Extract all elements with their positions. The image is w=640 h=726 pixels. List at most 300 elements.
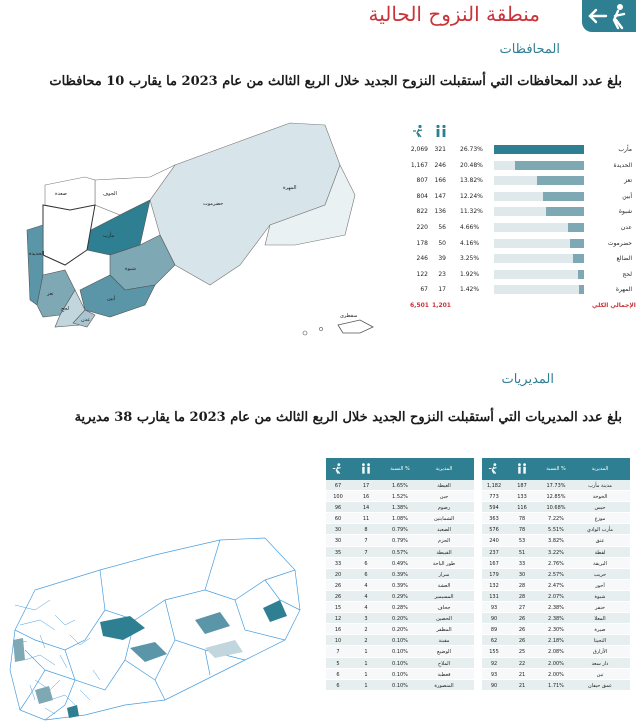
- district-name: المعلا: [594, 616, 606, 623]
- district-row: [326, 547, 474, 558]
- district-pct: 2.38%: [548, 616, 564, 623]
- family-icon: [434, 124, 448, 138]
- district-idps: 131: [489, 593, 499, 600]
- governorate-name: لحج: [622, 270, 632, 278]
- district-name: الحزم: [438, 538, 450, 545]
- district-pct: 1.52%: [392, 494, 408, 501]
- district-households: 6: [364, 560, 368, 567]
- district-pct: 0.10%: [392, 671, 408, 678]
- district-idps: 30: [334, 538, 342, 545]
- district-pct: 10.68%: [546, 505, 566, 512]
- map-district-mahra: [263, 600, 287, 622]
- district-households: 22: [518, 660, 526, 667]
- district-header: المديرية: [435, 466, 453, 472]
- districts-table-left: [482, 458, 630, 691]
- district-name: موزع: [594, 516, 606, 523]
- map-label-mahra: المهرة: [283, 185, 297, 191]
- governorate-idps: 822: [416, 208, 428, 216]
- district-pct: 1.08%: [392, 516, 408, 523]
- governorate-name: مأرب: [618, 146, 632, 153]
- district-name: طور الباحة: [432, 560, 456, 567]
- district-name: الوضيع: [437, 649, 451, 656]
- family-icon: [516, 462, 528, 475]
- district-row: [326, 591, 474, 602]
- governorate-bar: [543, 192, 584, 201]
- district-pct: 0.28%: [392, 605, 408, 612]
- governorate-idps: 67: [420, 286, 428, 294]
- governorate-row: [410, 251, 632, 267]
- governorate-name: المهرة: [615, 286, 632, 294]
- district-pct: 0.39%: [392, 571, 408, 578]
- governorate-households: 147: [434, 192, 446, 200]
- district-name: الخوخة: [592, 494, 608, 501]
- district-row: [326, 658, 474, 669]
- governorate-pct: 13.82%: [460, 177, 483, 185]
- district-row: [326, 558, 474, 569]
- map-district-hodeidah: [13, 638, 25, 662]
- district-name: أحور: [595, 582, 605, 589]
- map-label-hodeidah: الحديدة: [29, 251, 45, 257]
- map-label-socotra: سقطرى: [340, 313, 358, 319]
- district-pct: 2.00%: [548, 671, 564, 678]
- district-idps: 363: [489, 516, 499, 523]
- district-idps: 155: [489, 649, 499, 656]
- district-name: الملاح: [437, 660, 450, 667]
- districts-summary: بلغ عدد المديريات التي أستقبلت النزوح الجديد خلال الربع الثالث من عام 2023 ما يقارب 38 مديرية: [74, 410, 622, 425]
- district-idps: 1,182: [486, 483, 502, 489]
- district-idps: 6: [336, 682, 340, 689]
- map-district-dense-grid: [15, 600, 100, 714]
- governorates-summary: بلغ عدد المحافظات التي أستقبلت النزوح الجديد خلال الربع الثالث من عام 2023 ما يقارب 10 محافظات: [49, 74, 622, 89]
- district-row: [326, 569, 474, 580]
- district-households: 116: [517, 505, 527, 512]
- districts-left-rows: [482, 480, 630, 691]
- district-row: [482, 569, 630, 580]
- displaced-person-icon: [332, 462, 344, 475]
- district-households: 21: [518, 682, 526, 689]
- district-name: قعطبة: [437, 671, 451, 678]
- district-row: [326, 491, 474, 502]
- district-pct: 0.10%: [392, 649, 408, 656]
- total-households: 1,201: [432, 301, 451, 309]
- map-district-aden: [67, 705, 79, 718]
- map-district-shabwa: [130, 642, 167, 662]
- district-households: 2: [364, 627, 368, 634]
- district-idps: 26: [334, 593, 342, 600]
- district-pct: 12.85%: [546, 494, 566, 501]
- district-households: 6: [364, 571, 368, 578]
- map-district-hadramawt: [195, 612, 230, 634]
- district-pct: 2.76%: [548, 560, 564, 567]
- district-idps: 90: [490, 616, 498, 623]
- district-row: [326, 580, 474, 591]
- district-name: العشة: [437, 582, 451, 589]
- governorate-bar-track: [494, 207, 584, 216]
- district-households: 53: [518, 538, 526, 545]
- governorate-households: 321: [434, 146, 446, 153]
- governorate-idps: 220: [416, 223, 428, 231]
- governorate-bar-track: [494, 145, 584, 154]
- district-households: 133: [517, 494, 527, 501]
- map-label-saada: صعدة: [55, 191, 67, 197]
- district-pct: 2.00%: [548, 660, 564, 667]
- district-idps: 35: [334, 549, 342, 556]
- district-idps: 96: [334, 505, 342, 512]
- district-households: 26: [518, 616, 526, 623]
- district-pct: 5.51%: [548, 527, 564, 534]
- districts-table-right-header: [326, 458, 474, 480]
- governorates-rows: [410, 142, 632, 298]
- district-pct: 3.22%: [548, 549, 564, 556]
- governorates-table: [410, 120, 636, 314]
- district-households: 4: [364, 593, 368, 600]
- governorate-row: [410, 267, 632, 283]
- district-pct: 2.57%: [548, 571, 564, 578]
- map-label-shabwa: شبوة: [125, 266, 136, 272]
- map-label-lahj: لحج: [61, 306, 69, 312]
- district-pct: 2.08%: [548, 649, 564, 656]
- district-idps: 67: [334, 483, 342, 489]
- logo: [582, 0, 636, 32]
- district-households: 17: [362, 483, 370, 489]
- map-region-hadramawt: [150, 123, 340, 285]
- district-idps: 10: [334, 638, 342, 645]
- district-pct: 0.10%: [392, 660, 408, 667]
- district-households: 16: [362, 494, 370, 501]
- district-pct: 0.10%: [392, 682, 408, 689]
- district-idps: 33: [334, 560, 342, 567]
- district-households: 33: [518, 560, 526, 567]
- governorate-pct: 20.48%: [460, 161, 483, 169]
- district-name: الحصين: [436, 616, 452, 623]
- district-row: [326, 624, 474, 635]
- district-households: 1: [364, 649, 368, 656]
- district-idps: 12: [334, 616, 342, 623]
- district-pct: 0.29%: [392, 593, 408, 600]
- district-name: المنصورة: [434, 682, 454, 689]
- governorate-households: 56: [438, 223, 446, 231]
- district-households: 26: [518, 638, 526, 645]
- governorate-bar-track: [494, 285, 584, 294]
- district-idps: 90: [490, 682, 498, 689]
- governorate-bar-track: [494, 223, 584, 232]
- governorate-bar: [573, 254, 584, 263]
- governorate-bar: [570, 239, 584, 248]
- district-households: 25: [518, 649, 526, 656]
- governorates-table-header: [410, 120, 632, 142]
- map-label-abyan: أبين: [107, 296, 116, 302]
- map-district-taiz: [35, 686, 53, 704]
- displaced-person-icon: [412, 124, 426, 138]
- district-name: الشمايتين: [433, 516, 454, 523]
- governorate-name: شبوة: [618, 208, 632, 216]
- governorate-idps: 122: [416, 270, 428, 278]
- district-row: [482, 480, 630, 491]
- district-households: 1: [364, 682, 368, 689]
- displaced-person-icon: [488, 462, 500, 475]
- district-row: [326, 513, 474, 524]
- district-idps: 30: [334, 527, 342, 534]
- governorate-households: 39: [438, 255, 446, 263]
- district-row: [482, 558, 630, 569]
- district-name: المظفر: [436, 627, 452, 634]
- district-row: [326, 535, 474, 546]
- district-name: جحاف: [437, 605, 451, 612]
- page-title: منطقة النزوح الحالية: [368, 2, 540, 26]
- district-row: [326, 602, 474, 613]
- governorate-idps: 807: [416, 177, 428, 185]
- district-pct: 1.38%: [392, 505, 408, 512]
- district-idps: 240: [489, 538, 499, 545]
- district-row: [482, 580, 630, 591]
- district-name: مقبنة: [438, 638, 450, 645]
- district-row: [482, 591, 630, 602]
- district-name: المسيمير: [434, 593, 454, 600]
- district-name: الغيظة: [437, 483, 451, 489]
- district-households: 2: [364, 638, 368, 645]
- district-row: [326, 480, 474, 491]
- district-row: [482, 524, 630, 535]
- district-households: 14: [362, 505, 370, 512]
- district-idps: 594: [489, 505, 499, 512]
- district-idps: 5: [336, 660, 340, 667]
- district-name: مأرب الوادي: [587, 527, 613, 534]
- district-name: رضوم: [437, 505, 451, 512]
- governorate-row: [410, 236, 632, 252]
- district-pct: 3.82%: [548, 538, 564, 545]
- governorate-name: الحديدة: [613, 161, 632, 169]
- district-name: عتق: [595, 538, 605, 545]
- district-idps: 15: [334, 605, 342, 612]
- district-name: القبيطة: [436, 549, 452, 556]
- district-idps: 93: [490, 671, 498, 678]
- governorate-row: [410, 173, 632, 189]
- district-row: [326, 669, 474, 680]
- map-label-hadramawt: حضرموت: [203, 201, 224, 207]
- governorate-pct: 26.73%: [460, 146, 483, 153]
- governorate-bar: [568, 223, 584, 232]
- district-pct: 0.49%: [392, 560, 408, 567]
- governorate-name: حضرموت: [607, 239, 632, 247]
- district-pct: 2.18%: [548, 638, 564, 645]
- district-pct: 7.22%: [548, 516, 564, 523]
- district-idps: 20: [334, 571, 342, 578]
- pct-header: النسبة %: [546, 466, 566, 472]
- district-households: 187: [517, 483, 527, 489]
- district-idps: 773: [489, 494, 499, 501]
- map-label-taiz: تعز: [47, 291, 54, 297]
- map-region-socotra: [338, 320, 373, 333]
- governorate-name: تعز: [624, 177, 632, 185]
- district-name: جبن: [439, 494, 449, 501]
- map-district-marib: [100, 616, 145, 640]
- districts-map: [5, 530, 320, 726]
- district-pct: 2.47%: [548, 582, 564, 589]
- governorate-bar: [537, 176, 584, 185]
- governorate-bar: [546, 207, 584, 216]
- district-name: حيس: [594, 505, 606, 512]
- district-pct: 0.79%: [392, 527, 408, 534]
- governorate-row: [410, 142, 632, 158]
- governorate-pct: 12.24%: [460, 192, 483, 200]
- district-row: [482, 646, 630, 657]
- map-label-aden: عدن: [81, 317, 91, 323]
- governorate-pct: 1.42%: [460, 286, 480, 294]
- governorate-pct: 4.66%: [460, 223, 480, 231]
- district-row: [482, 535, 630, 546]
- governorate-bar-track: [494, 176, 584, 185]
- governorate-bar-track: [494, 270, 584, 279]
- governorate-row: [410, 189, 632, 205]
- district-name: خنفر: [595, 605, 605, 612]
- district-row: [326, 680, 474, 691]
- district-idps: 26: [334, 582, 342, 589]
- district-pct: 2.30%: [548, 627, 564, 634]
- district-name: الصعيد: [437, 527, 451, 534]
- district-pct: 2.07%: [548, 593, 564, 600]
- district-row: [326, 524, 474, 535]
- district-idps: 92: [490, 660, 498, 667]
- district-row: [482, 658, 630, 669]
- governorate-households: 17: [438, 286, 446, 294]
- district-households: 28: [518, 593, 526, 600]
- governorates-total-row: [410, 298, 636, 314]
- district-row: [482, 502, 630, 513]
- district-idps: 93: [490, 605, 498, 612]
- district-households: 7: [364, 549, 368, 556]
- family-icon: [360, 462, 372, 475]
- district-households: 11: [362, 516, 370, 523]
- district-row: [482, 547, 630, 558]
- governorate-idps: 1,167: [410, 161, 428, 169]
- district-row: [482, 613, 630, 624]
- district-idps: 132: [489, 582, 499, 589]
- district-row: [482, 491, 630, 502]
- district-pct: 0.20%: [392, 627, 408, 634]
- district-households: 30: [518, 571, 526, 578]
- district-households: 28: [518, 582, 526, 589]
- district-pct: 0.10%: [392, 638, 408, 645]
- district-name: شبوة: [594, 593, 606, 600]
- governorates-section-label: المحافظات: [499, 42, 560, 57]
- district-header: المديرية: [591, 466, 609, 472]
- governorate-row: [410, 282, 632, 298]
- district-idps: 6: [336, 671, 340, 678]
- districts-right-rows: [326, 480, 474, 691]
- district-households: 4: [364, 582, 368, 589]
- governorate-bar: [515, 161, 584, 170]
- governorate-pct: 4.16%: [460, 239, 480, 247]
- district-name: التحيتا: [593, 638, 607, 645]
- district-row: [326, 502, 474, 513]
- district-row: [326, 635, 474, 646]
- district-households: 78: [518, 516, 526, 523]
- governorate-row: [410, 158, 632, 174]
- displaced-person-arrow-icon: [582, 0, 636, 32]
- district-idps: 237: [489, 549, 499, 556]
- map-region-saada: [45, 177, 95, 210]
- governorate-name: الضالع: [616, 255, 632, 263]
- governorates-map: [25, 105, 380, 345]
- governorate-name: أبين: [622, 192, 632, 200]
- district-households: 1: [364, 660, 368, 667]
- total-idps: 6,501: [410, 301, 429, 309]
- district-name: البريقة: [593, 560, 607, 567]
- district-households: 1: [364, 671, 368, 678]
- district-name: دار سعد: [591, 660, 609, 667]
- district-row: [326, 613, 474, 624]
- district-idps: 60: [334, 516, 342, 523]
- governorate-bar-track: [494, 192, 584, 201]
- district-row: [326, 646, 474, 657]
- districts-table-left-header: [482, 458, 630, 480]
- governorate-idps: 2,069: [410, 146, 428, 153]
- governorate-idps: 804: [416, 192, 428, 200]
- governorate-bar-track: [494, 254, 584, 263]
- district-idps: 7: [336, 649, 340, 656]
- governorate-households: 246: [434, 161, 446, 169]
- district-row: [482, 635, 630, 646]
- governorate-pct: 11.32%: [460, 208, 483, 216]
- governorate-households: 136: [434, 208, 446, 216]
- district-households: 8: [364, 527, 368, 534]
- districts-section-label: المديريات: [501, 372, 554, 387]
- district-row: [482, 602, 630, 613]
- district-households: 78: [518, 527, 526, 534]
- district-idps: 576: [489, 527, 499, 534]
- governorate-pct: 1.92%: [460, 270, 480, 278]
- district-row: [482, 680, 630, 691]
- district-idps: 179: [489, 571, 499, 578]
- map-label-jawf: الجوف: [103, 191, 117, 197]
- governorate-households: 166: [434, 177, 446, 185]
- district-name: عمق حيفان: [588, 682, 612, 689]
- district-households: 27: [518, 605, 526, 612]
- governorate-row: [410, 204, 632, 220]
- governorate-bar: [578, 270, 584, 279]
- district-households: 3: [364, 616, 368, 623]
- governorate-households: 50: [438, 239, 446, 247]
- district-pct: 17.73%: [546, 483, 566, 489]
- district-households: 4: [364, 605, 368, 612]
- district-pct: 0.57%: [392, 549, 408, 556]
- district-pct: 2.38%: [548, 605, 564, 612]
- district-name: سرار: [438, 571, 450, 578]
- district-idps: 62: [490, 638, 498, 645]
- district-name: مدينة مأرب: [588, 483, 612, 489]
- governorate-row: [410, 220, 632, 236]
- district-idps: 100: [333, 494, 343, 501]
- district-row: [482, 513, 630, 524]
- district-pct: 0.79%: [392, 538, 408, 545]
- governorate-bar-track: [494, 161, 584, 170]
- governorate-bar: [494, 145, 584, 154]
- district-households: 51: [518, 549, 526, 556]
- pct-header: النسبة %: [390, 466, 410, 472]
- governorate-bar-track: [494, 239, 584, 248]
- district-row: [482, 669, 630, 680]
- governorate-bar: [579, 285, 584, 294]
- governorate-pct: 3.25%: [460, 255, 480, 263]
- district-households: 7: [364, 538, 368, 545]
- district-name: تبن: [596, 671, 604, 678]
- map-label-marib: مأرب: [103, 233, 115, 239]
- district-idps: 16: [334, 627, 342, 634]
- governorate-name: عدن: [620, 223, 632, 231]
- map-district-coast: [205, 640, 243, 658]
- district-name: حريب: [593, 571, 607, 578]
- district-name: الأزارق: [592, 649, 608, 656]
